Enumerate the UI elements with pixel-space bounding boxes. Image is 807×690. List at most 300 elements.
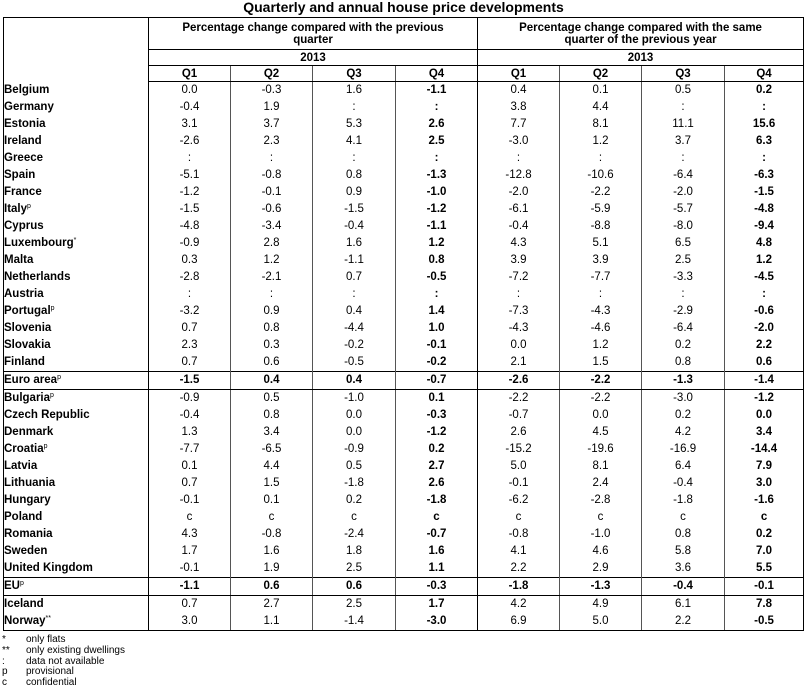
yoy-q1-cell: 0.4 <box>478 82 560 100</box>
table-row <box>4 560 804 578</box>
footnote-marker: p <box>57 374 61 381</box>
qoq-q1-cell: -0.9 <box>149 235 231 252</box>
yoy-q2-cell: 4.5 <box>560 424 642 441</box>
qoq-q2-cell: 0.1 <box>231 492 313 509</box>
qoq-q1-cell: 0.1 <box>149 458 231 475</box>
country-name-cell <box>4 372 149 390</box>
yoy-q2-cell: -2.2 <box>560 390 642 408</box>
qoq-q4-cell: -1.2 <box>396 424 478 441</box>
country-name-cell <box>4 235 149 252</box>
yoy-q4-cell: -4.5 <box>725 269 804 286</box>
qoq-q3-cell: 5.3 <box>313 116 396 133</box>
country-name-cell <box>4 303 149 320</box>
footnote-marker: p <box>19 580 24 587</box>
yoy-q4-cell: -0.1 <box>725 578 804 596</box>
yoy-q3-cell: 6.5 <box>642 235 725 252</box>
qoq-q3-cell: -0.4 <box>313 218 396 235</box>
qoq-q3-cell: 0.7 <box>313 269 396 286</box>
yoy-q1-cell: -7.2 <box>478 269 560 286</box>
qoq-q1-cell: 0.7 <box>149 354 231 372</box>
country-name-cell <box>4 390 149 408</box>
country-name: Slovenia <box>4 322 52 334</box>
qoq-q3-cell: -4.4 <box>313 320 396 337</box>
yoy-q4-header: Q4 <box>725 66 804 82</box>
qoq-q2-cell: 4.4 <box>231 458 313 475</box>
qoq-q3-cell: 0.0 <box>313 424 396 441</box>
qoq-year-header: 2013 <box>149 50 478 66</box>
country-name: Romania <box>4 528 53 540</box>
table-row <box>4 526 804 543</box>
qoq-q4-cell: 0.2 <box>396 441 478 458</box>
qoq-q1-cell: : <box>149 286 231 303</box>
yoy-q4-cell: -6.3 <box>725 167 804 184</box>
table-body <box>4 82 804 631</box>
yoy-q4-cell: 7.8 <box>725 596 804 614</box>
qoq-q3-cell: -1.1 <box>313 252 396 269</box>
country-name: Italy <box>4 203 28 215</box>
qoq-q2-cell: 0.9 <box>231 303 313 320</box>
yoy-q3-cell: : <box>642 99 725 116</box>
footnote-text: provisional <box>26 666 74 678</box>
qoq-q2-cell: -0.3 <box>231 82 313 100</box>
qoq-q2-cell: 0.5 <box>231 390 313 408</box>
country-name: Belgium <box>4 83 50 96</box>
yoy-q3-header: Q3 <box>642 66 725 82</box>
table-row <box>4 372 804 390</box>
table-row <box>4 99 804 116</box>
qoq-q4-cell: 1.4 <box>396 303 478 320</box>
yoy-q1-cell: -7.3 <box>478 303 560 320</box>
table-row <box>4 116 804 133</box>
qoq-q3-cell: -2.4 <box>313 526 396 543</box>
qoq-q1-cell: 2.3 <box>149 337 231 354</box>
yoy-q4-cell: 0.6 <box>725 354 804 372</box>
yoy-q2-cell: -1.0 <box>560 526 642 543</box>
country-name-cell <box>4 441 149 458</box>
qoq-q3-cell: 0.5 <box>313 458 396 475</box>
qoq-q1-cell: -3.2 <box>149 303 231 320</box>
country-name-cell <box>4 560 149 578</box>
yoy-q4-cell: -1.5 <box>725 184 804 201</box>
yoy-q4-cell: 1.2 <box>725 252 804 269</box>
qoq-q1-cell: 3.1 <box>149 116 231 133</box>
yoy-q1-cell: -0.7 <box>478 407 560 424</box>
yoy-q1-cell: 2.6 <box>478 424 560 441</box>
country-name: Malta <box>4 254 34 266</box>
qoq-q1-cell: -7.7 <box>149 441 231 458</box>
table-row <box>4 441 804 458</box>
qoq-q1-cell: 1.7 <box>149 543 231 560</box>
country-name-cell <box>4 543 149 560</box>
qoq-q1-cell: -0.4 <box>149 407 231 424</box>
yoy-q2-cell: -7.7 <box>560 269 642 286</box>
yoy-q3-cell: -0.4 <box>642 578 725 596</box>
country-name: Austria <box>4 288 44 300</box>
country-name: EU <box>4 580 20 592</box>
qoq-q4-cell: -1.1 <box>396 218 478 235</box>
yoy-q2-cell: 3.9 <box>560 252 642 269</box>
yoy-q3-cell: -1.8 <box>642 492 725 509</box>
qoq-q4-cell: : <box>396 99 478 116</box>
yoy-q4-cell: 7.9 <box>725 458 804 475</box>
footnote-marker: p <box>50 392 54 399</box>
yoy-group-header: Percentage change compared with the same quarter of the previous year <box>478 18 804 50</box>
yoy-q2-cell: -4.6 <box>560 320 642 337</box>
qoq-q3-cell: 0.4 <box>313 372 396 390</box>
yoy-q2-cell: 2.4 <box>560 475 642 492</box>
table-row <box>4 218 804 235</box>
qoq-q2-cell: 0.8 <box>231 320 313 337</box>
yoy-q1-cell: 0.0 <box>478 337 560 354</box>
table-row <box>4 252 804 269</box>
qoq-q1-cell: 0.0 <box>149 82 231 100</box>
qoq-q3-cell: 0.2 <box>313 492 396 509</box>
country-name: Denmark <box>4 426 54 438</box>
yoy-q3-cell: 3.6 <box>642 560 725 578</box>
yoy-q4-cell: : <box>725 99 804 116</box>
yoy-q4-cell: 0.0 <box>725 407 804 424</box>
country-name: Hungary <box>4 494 51 506</box>
qoq-q1-cell: -5.1 <box>149 167 231 184</box>
yoy-q3-cell: 11.1 <box>642 116 725 133</box>
footnote-symbol: ** <box>2 644 10 656</box>
country-name: Iceland <box>4 598 44 610</box>
qoq-q3-cell: 2.5 <box>313 560 396 578</box>
qoq-q1-cell: 0.3 <box>149 252 231 269</box>
country-name-cell <box>4 354 149 372</box>
qoq-q2-cell: 0.6 <box>231 578 313 596</box>
table-row <box>4 407 804 424</box>
qoq-q3-header: Q3 <box>313 66 396 82</box>
qoq-q4-cell: 1.6 <box>396 543 478 560</box>
qoq-q4-cell: -1.8 <box>396 492 478 509</box>
qoq-q4-cell: -1.2 <box>396 201 478 218</box>
yoy-year-header: 2013 <box>478 50 804 66</box>
footnote-item <box>2 646 125 657</box>
qoq-q2-cell: -0.8 <box>231 526 313 543</box>
qoq-q2-cell: c <box>231 509 313 526</box>
qoq-q3-cell: 1.6 <box>313 82 396 100</box>
table-row <box>4 235 804 252</box>
qoq-q1-cell: : <box>149 150 231 167</box>
qoq-q2-cell: 1.9 <box>231 99 313 116</box>
country-name-cell <box>4 526 149 543</box>
yoy-q4-cell: -1.2 <box>725 390 804 408</box>
country-name: Greece <box>4 152 44 164</box>
qoq-q4-cell: 1.7 <box>396 596 478 614</box>
yoy-q1-cell: 3.9 <box>478 252 560 269</box>
qoq-q4-cell: -0.7 <box>396 526 478 543</box>
country-name-cell <box>4 133 149 150</box>
footnote-symbol: * <box>2 634 6 645</box>
country-name: Germany <box>4 101 54 113</box>
qoq-q2-cell: 0.3 <box>231 337 313 354</box>
qoq-q2-cell: 0.6 <box>231 354 313 372</box>
yoy-q2-cell: -4.3 <box>560 303 642 320</box>
footnote-text: only existing dwellings <box>26 644 125 656</box>
footnote-symbol: : <box>2 655 5 667</box>
yoy-q3-cell: -2.0 <box>642 184 725 201</box>
country-name: Lithuania <box>4 477 56 489</box>
yoy-q2-cell: 8.1 <box>560 116 642 133</box>
yoy-q1-cell: 4.3 <box>478 235 560 252</box>
qoq-q1-cell: -1.5 <box>149 201 231 218</box>
qoq-q2-cell: -2.1 <box>231 269 313 286</box>
country-name-cell <box>4 218 149 235</box>
country-name: Estonia <box>4 118 46 130</box>
yoy-q3-cell: -6.4 <box>642 167 725 184</box>
qoq-q3-cell: 2.5 <box>313 596 396 614</box>
yoy-q2-cell: 2.9 <box>560 560 642 578</box>
country-name-cell <box>4 407 149 424</box>
qoq-q4-cell: -1.3 <box>396 167 478 184</box>
qoq-q2-cell: -0.6 <box>231 201 313 218</box>
yoy-q2-cell: -5.9 <box>560 201 642 218</box>
yoy-q3-cell: -3.0 <box>642 390 725 408</box>
country-name-cell <box>4 613 149 631</box>
yoy-q2-cell: 0.1 <box>560 82 642 100</box>
yoy-q1-cell: c <box>478 509 560 526</box>
qoq-q1-cell: -1.5 <box>149 372 231 390</box>
yoy-q3-cell: 2.2 <box>642 613 725 631</box>
qoq-q2-cell: 3.7 <box>231 116 313 133</box>
yoy-q1-cell: 2.1 <box>478 354 560 372</box>
qoq-q1-cell: -0.1 <box>149 560 231 578</box>
qoq-q1-cell: 0.7 <box>149 475 231 492</box>
yoy-q3-cell: 6.1 <box>642 596 725 614</box>
yoy-q1-cell: -0.4 <box>478 218 560 235</box>
qoq-q2-cell: 1.9 <box>231 560 313 578</box>
qoq-q3-cell: : <box>313 150 396 167</box>
qoq-q3-cell: -1.5 <box>313 201 396 218</box>
qoq-q1-cell: c <box>149 509 231 526</box>
qoq-q3-cell: -1.0 <box>313 390 396 408</box>
qoq-q3-cell: 0.0 <box>313 407 396 424</box>
yoy-q2-cell: 5.0 <box>560 613 642 631</box>
yoy-q3-cell: -1.3 <box>642 372 725 390</box>
yoy-q4-cell: 7.0 <box>725 543 804 560</box>
qoq-q2-cell: 0.8 <box>231 407 313 424</box>
yoy-q2-header: Q2 <box>560 66 642 82</box>
yoy-q3-cell: -3.3 <box>642 269 725 286</box>
qoq-q4-cell: -1.0 <box>396 184 478 201</box>
qoq-q3-cell: -0.9 <box>313 441 396 458</box>
yoy-q1-cell: -4.3 <box>478 320 560 337</box>
yoy-q4-cell: -0.5 <box>725 613 804 631</box>
qoq-q2-cell: -3.4 <box>231 218 313 235</box>
qoq-q1-cell: -0.4 <box>149 99 231 116</box>
yoy-q3-cell: 0.2 <box>642 337 725 354</box>
country-name: Czech Republic <box>4 409 90 421</box>
yoy-q4-cell: c <box>725 509 804 526</box>
country-name-cell <box>4 252 149 269</box>
yoy-q4-cell: -1.6 <box>725 492 804 509</box>
footnote-symbol: c <box>2 677 7 689</box>
country-name-cell <box>4 475 149 492</box>
qoq-q4-cell: -1.1 <box>396 82 478 100</box>
table-row <box>4 458 804 475</box>
table-row <box>4 492 804 509</box>
country-name: Finland <box>4 356 45 368</box>
table-row <box>4 303 804 320</box>
table-row <box>4 133 804 150</box>
qoq-q2-cell: -0.8 <box>231 167 313 184</box>
yoy-q1-cell: 5.0 <box>478 458 560 475</box>
qoq-q2-cell: : <box>231 150 313 167</box>
yoy-q2-cell: -2.8 <box>560 492 642 509</box>
yoy-q2-cell: -2.2 <box>560 372 642 390</box>
yoy-q1-cell: 2.2 <box>478 560 560 578</box>
page-title: Quarterly and annual house price developments <box>243 0 564 15</box>
country-name: Sweden <box>4 545 48 557</box>
yoy-q2-cell: 4.9 <box>560 596 642 614</box>
qoq-q4-cell: 1.0 <box>396 320 478 337</box>
footnote-marker: ** <box>45 615 51 622</box>
qoq-q2-cell: 0.4 <box>231 372 313 390</box>
qoq-q4-cell: c <box>396 509 478 526</box>
qoq-q2-cell: -0.1 <box>231 184 313 201</box>
yoy-q1-header: Q1 <box>478 66 560 82</box>
qoq-q4-cell: 1.1 <box>396 560 478 578</box>
qoq-q2-cell: 1.2 <box>231 252 313 269</box>
qoq-q3-cell: -0.2 <box>313 337 396 354</box>
qoq-q2-cell: 1.1 <box>231 613 313 631</box>
table-row <box>4 390 804 408</box>
yoy-q3-cell: : <box>642 150 725 167</box>
yoy-q1-cell: -3.0 <box>478 133 560 150</box>
country-name-cell <box>4 596 149 614</box>
yoy-q3-cell: : <box>642 286 725 303</box>
qoq-q2-cell: 2.3 <box>231 133 313 150</box>
qoq-q4-cell: 2.5 <box>396 133 478 150</box>
yoy-q3-cell: 4.2 <box>642 424 725 441</box>
qoq-q1-cell: 0.7 <box>149 320 231 337</box>
qoq-q2-header: Q2 <box>231 66 313 82</box>
country-name: Spain <box>4 169 36 181</box>
country-name-cell <box>4 184 149 201</box>
yoy-q3-cell: 2.5 <box>642 252 725 269</box>
table-row <box>4 509 804 526</box>
yoy-q2-cell: -19.6 <box>560 441 642 458</box>
qoq-q4-cell: : <box>396 286 478 303</box>
qoq-q1-cell: -0.9 <box>149 390 231 408</box>
yoy-q3-cell: -16.9 <box>642 441 725 458</box>
qoq-q1-cell: -0.1 <box>149 492 231 509</box>
table-row <box>4 82 804 100</box>
table-row <box>4 269 804 286</box>
table-row <box>4 424 804 441</box>
country-name: Croatia <box>4 443 44 455</box>
yoy-q2-cell: : <box>560 286 642 303</box>
yoy-q2-cell: c <box>560 509 642 526</box>
yoy-q3-cell: -2.9 <box>642 303 725 320</box>
yoy-q3-cell: 5.8 <box>642 543 725 560</box>
qoq-q4-cell: 1.2 <box>396 235 478 252</box>
yoy-q2-cell: 8.1 <box>560 458 642 475</box>
yoy-q2-cell: 4.4 <box>560 99 642 116</box>
country-name: Luxembourg <box>4 237 74 249</box>
table-row <box>4 543 804 560</box>
qoq-q3-cell: 1.6 <box>313 235 396 252</box>
country-name: Slovakia <box>4 339 51 351</box>
qoq-q4-cell: -0.2 <box>396 354 478 372</box>
country-name: Norway <box>4 615 46 627</box>
country-name: United Kingdom <box>4 562 93 574</box>
qoq-q4-cell: : <box>396 150 478 167</box>
qoq-q1-cell: 1.3 <box>149 424 231 441</box>
yoy-q2-cell: -10.6 <box>560 167 642 184</box>
qoq-q3-cell: : <box>313 286 396 303</box>
yoy-q4-cell: 5.5 <box>725 560 804 578</box>
yoy-q1-cell: 3.8 <box>478 99 560 116</box>
qoq-q1-cell: -1.2 <box>149 184 231 201</box>
country-name: Latvia <box>4 460 38 472</box>
yoy-q1-cell: -2.0 <box>478 184 560 201</box>
table-row <box>4 475 804 492</box>
yoy-q2-cell: 1.5 <box>560 354 642 372</box>
yoy-q1-cell: : <box>478 150 560 167</box>
yoy-q3-cell: 6.4 <box>642 458 725 475</box>
qoq-q3-cell: : <box>313 99 396 116</box>
qoq-q3-cell: -1.4 <box>313 613 396 631</box>
yoy-q2-cell: 5.1 <box>560 235 642 252</box>
qoq-q4-cell: 0.1 <box>396 390 478 408</box>
footnote-text: data not available <box>26 655 105 667</box>
yoy-q2-cell: : <box>560 150 642 167</box>
yoy-q4-cell: 3.4 <box>725 424 804 441</box>
qoq-q2-cell: : <box>231 286 313 303</box>
yoy-q4-cell: 0.2 <box>725 526 804 543</box>
country-name-cell <box>4 167 149 184</box>
yoy-q4-cell: 2.2 <box>725 337 804 354</box>
yoy-q2-cell: 1.2 <box>560 133 642 150</box>
yoy-q3-cell: 3.7 <box>642 133 725 150</box>
footnote-item <box>2 678 125 689</box>
qoq-q2-cell: 2.7 <box>231 596 313 614</box>
yoy-q3-cell: 0.8 <box>642 526 725 543</box>
yoy-q1-cell: 4.2 <box>478 596 560 614</box>
yoy-q4-cell: 0.2 <box>725 82 804 100</box>
qoq-q4-cell: 2.6 <box>396 116 478 133</box>
qoq-q2-cell: 2.8 <box>231 235 313 252</box>
yoy-q2-cell: -1.3 <box>560 578 642 596</box>
yoy-q3-cell: 0.5 <box>642 82 725 100</box>
country-name-cell <box>4 99 149 116</box>
yoy-q1-cell: -1.8 <box>478 578 560 596</box>
yoy-q1-cell: 6.9 <box>478 613 560 631</box>
yoy-q4-cell: -1.4 <box>725 372 804 390</box>
table-row <box>4 337 804 354</box>
yoy-q1-cell: 4.1 <box>478 543 560 560</box>
country-name-cell <box>4 578 149 596</box>
yoy-q1-cell: : <box>478 286 560 303</box>
table-row <box>4 286 804 303</box>
country-name: France <box>4 186 42 198</box>
qoq-q4-cell: 2.6 <box>396 475 478 492</box>
country-name-cell <box>4 286 149 303</box>
country-name-cell <box>4 458 149 475</box>
country-name: Netherlands <box>4 271 71 283</box>
yoy-q4-cell: 3.0 <box>725 475 804 492</box>
footnote-marker: * <box>73 237 77 244</box>
country-name-cell <box>4 116 149 133</box>
yoy-q4-cell: -4.8 <box>725 201 804 218</box>
yoy-q4-cell: 4.8 <box>725 235 804 252</box>
country-name-cell <box>4 320 149 337</box>
yoy-q2-cell: -2.2 <box>560 184 642 201</box>
yoy-q1-cell: -0.8 <box>478 526 560 543</box>
table-row <box>4 354 804 372</box>
